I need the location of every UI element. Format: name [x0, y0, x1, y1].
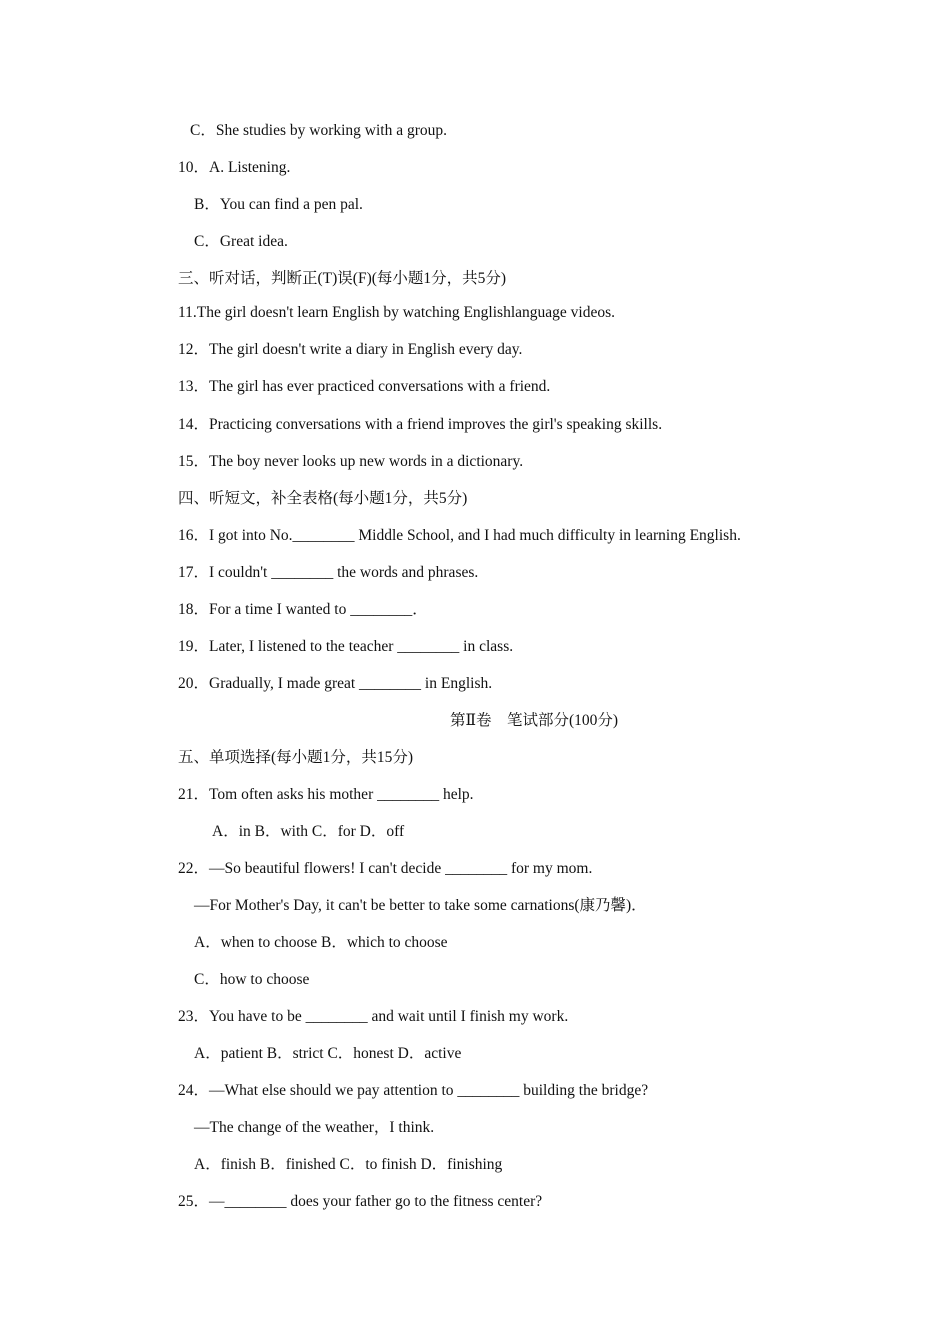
question-15: 15．The boy never looks up new words in a dictionary. — [178, 453, 524, 470]
q22-option-c: C．how to choose — [194, 971, 310, 988]
q22-response: —For Mother's Day, it can't be better to take some carnations(康乃馨)． — [194, 897, 647, 914]
q24-options: A．finish B．finished C．to finish D．finishing — [194, 1156, 503, 1173]
question-25: 25．—________ does your father go to the fitness center? — [178, 1193, 543, 1210]
q9-option-c: C．She studies by working with a group. — [190, 122, 448, 139]
question-11: 11.The girl doesn't learn English by watching Englishlanguage videos. — [178, 304, 615, 321]
section-5-heading: 五、单项选择(每小题1分，共15分) — [178, 749, 414, 766]
question-19: 19．Later, I listened to the teacher ________ in class. — [178, 638, 514, 655]
question-20: 20．Gradually, I made great ________ in English. — [178, 675, 493, 692]
q21-options: A．in B．with C．for D．off — [212, 823, 405, 840]
question-22: 22．—So beautiful flowers! I can't decide ________ for my mom. — [178, 860, 593, 877]
question-13: 13．The girl has ever practiced conversations with a friend. — [178, 378, 551, 395]
section-3-heading: 三、听对话，判断正(T)误(F)(每小题1分，共5分) — [178, 270, 507, 287]
question-12: 12．The girl doesn't write a diary in English every day. — [178, 341, 523, 358]
part-2-title: 第Ⅱ卷 笔试部分(100分) — [449, 712, 619, 729]
question-23: 23．You have to be ________ and wait until I finish my work. — [178, 1008, 569, 1025]
question-16: 16．I got into No.________ Middle School, and I had much difficulty in learning English. — [178, 527, 741, 544]
q10-option-c: C．Great idea. — [194, 233, 288, 250]
q10-option-b: B．You can find a pen pal. — [194, 196, 363, 213]
q23-options: A．patient B．strict C．honest D．active — [194, 1045, 462, 1062]
question-14: 14．Practicing conversations with a friend improves the girl's speaking skills. — [178, 416, 663, 433]
q22-options-ab: A．when to choose B．which to choose — [194, 934, 448, 951]
section-4-heading: 四、听短文，补全表格(每小题1分，共5分) — [178, 490, 468, 507]
question-24: 24．—What else should we pay attention to ________ building the bridge? — [178, 1082, 649, 1099]
question-17: 17．I couldn't ________ the words and phrases. — [178, 564, 479, 581]
q24-response: —The change of the weather，I think. — [194, 1119, 435, 1136]
q10-option-a: 10．A. Listening. — [178, 159, 291, 176]
question-18: 18．For a time I wanted to ________． — [178, 601, 428, 618]
question-21: 21．Tom often asks his mother ________ help. — [178, 786, 474, 803]
